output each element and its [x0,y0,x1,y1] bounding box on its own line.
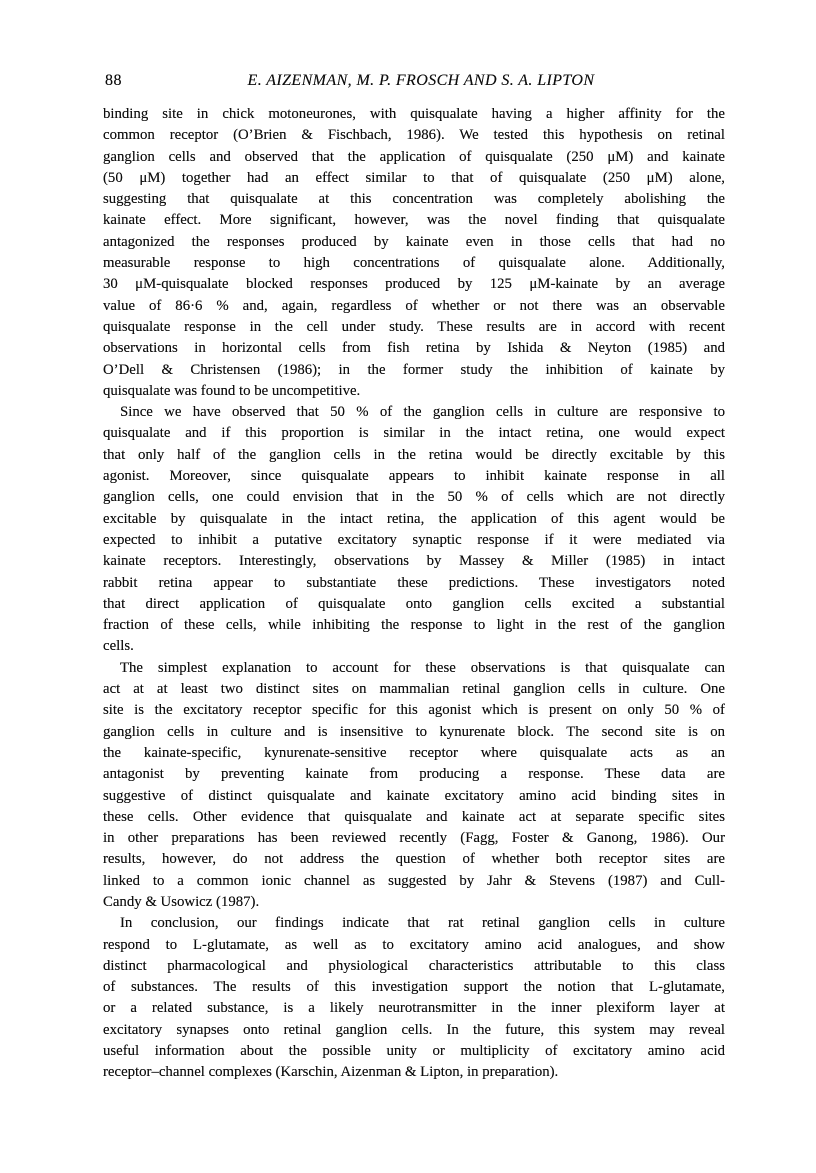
text-line: kainate receptors. Interestingly, observations by Massey & Miller (1985) in intact [103,553,725,570]
text-line: excitable by quisqualate in the intact retina, the application of this agent would be [103,510,725,527]
text-line: site is the excitatory receptor specific for this agonist which is present on only 50 % of [103,702,725,719]
text-line: (50 μM) together had an effect similar to that of quisqualate (250 μM) alone, [103,169,725,186]
text-line: suggestive of distinct quisqualate and kainate excitatory amino acid binding sites in [103,787,725,804]
text-line: rabbit retina appear to substantiate these predictions. These investigators noted [103,574,725,591]
text-line: measurable response to high concentrations of quisqualate alone. Additionally, [103,255,725,272]
text-line: act at at least two distinct sites on mammalian retinal ganglion cells in culture. One [103,681,725,698]
text-line: results, however, do not address the question of whether both receptor sites are [103,851,725,868]
text-line: Candy & Usowicz (1987). [103,893,260,910]
text-line: suggesting that quisqualate at this concentration was completely abolishing the [103,191,725,208]
article-body [103,104,725,1084]
text-line: that direct application of quisqualate onto ganglion cells excited a substantial [103,595,725,612]
text-line: cells. [103,638,134,655]
text-line: that only half of the ganglion cells in the retina would be directly excitable by this [103,446,725,463]
text-line: expected to inhibit a putative excitatory synaptic response if it were mediated via [103,531,725,548]
text-line: in other preparations has been reviewed recently (Fagg, Foster & Ganong, 1986). Our [103,830,725,847]
text-line: respond to L-glutamate, as well as to excitatory amino acid analogues, and show [103,936,725,953]
text-line: ganglion cells in culture and is insensitive to kynurenate block. The second site is on [103,723,725,740]
text-line: value of 86·6 % and, again, regardless of whether or not there was an observable [103,297,725,314]
text-line: linked to a common ionic channel as suggested by Jahr & Stevens (1987) and Cull- [103,872,725,889]
text-line: The simplest explanation to account for these observations is that quisqualate can [120,659,725,676]
running-title: E. AIZENMAN, M. P. FROSCH AND S. A. LIPTON [247,72,595,89]
text-line: antagonist by preventing kainate from producing a response. These data are [103,766,725,783]
text-line: excitatory synapses onto retinal ganglion cells. In the future, this system may reveal [103,1021,725,1038]
text-line: quisqualate was found to be uncompetitive. [103,382,361,399]
text-line: Since we have observed that 50 % of the ganglion cells in culture are responsive to [120,404,725,421]
text-line: quisqualate and if this proportion is similar in the intact retina, one would expect [103,425,725,442]
text-line: 30 μM-quisqualate blocked responses produced by 125 μM-kainate by an average [103,276,725,293]
text-line: receptor–channel complexes (Karschin, Aizenman & Lipton, in preparation). [103,1064,559,1081]
text-line: In conclusion, our findings indicate that rat retinal ganglion cells in culture [120,915,725,932]
text-line: antagonized the responses produced by kainate even in those cells that had no [103,233,725,250]
text-line: O’Dell & Christensen (1986); in the former study the inhibition of kainate by [103,361,725,378]
text-line: quisqualate response in the cell under study. These results are in accord with recent [103,318,725,335]
text-line: observations in horizontal cells from fish retina by Ishida & Neyton (1985) and [103,340,725,357]
paragraph [103,658,725,914]
text-line: ganglion cells and observed that the application of quisqualate (250 μM) and kainate [103,148,725,165]
text-line: distinct pharmacological and physiological characteristics attributable to this class [103,957,725,974]
text-line: common receptor (O’Brien & Fischbach, 1986). We tested this hypothesis on retinal [103,127,725,144]
text-line: ganglion cells, one could envision that in the 50 % of cells which are not directly [103,489,725,506]
text-line: or a related substance, is a likely neurotransmitter in the inner plexiform layer at [103,1000,725,1017]
text-line: these cells. Other evidence that quisqualate and kainate act at separate specific sites [103,808,725,825]
text-line: fraction of these cells, while inhibiting the response to light in the rest of the ganglion [103,617,725,634]
paragraph [103,913,725,1083]
text-line: agonist. Moreover, since quisqualate appears to inhibit kainate response in all [103,468,725,485]
text-line: useful information about the possible unity or multiplicity of excitatory amino acid [103,1043,725,1060]
page-header [103,72,725,94]
page-number: 88 [105,72,122,89]
paragraph [103,402,725,658]
text-line: the kainate-specific, kynurenate-sensitive receptor where quisqualate acts as an [103,744,725,761]
text-line: binding site in chick motoneurones, with quisqualate having a higher affinity for the [103,106,725,122]
text-line: of substances. The results of this investigation support the notion that L-glutamate, [103,979,725,996]
paragraph [103,104,725,402]
text-line: kainate effect. More significant, however, was the novel finding that quisqualate [103,212,725,229]
